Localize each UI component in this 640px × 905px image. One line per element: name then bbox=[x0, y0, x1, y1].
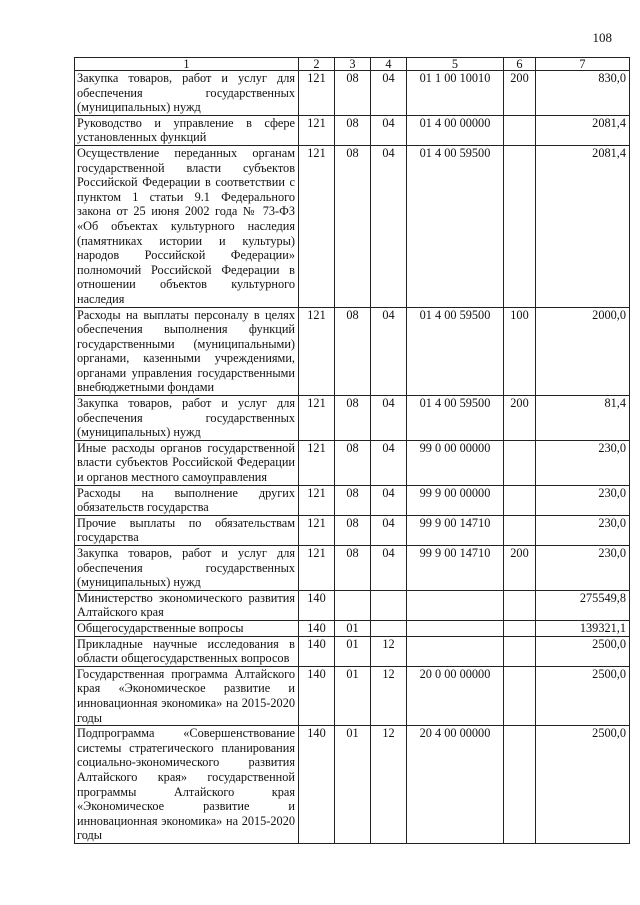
table-row bbox=[75, 515, 630, 545]
subsection-code: 04 bbox=[371, 307, 407, 396]
ministry-code: 140 bbox=[299, 636, 335, 666]
expense-type: 200 bbox=[504, 71, 536, 116]
target-code: 01 4 00 00000 bbox=[407, 115, 504, 145]
header-cell: 4 bbox=[371, 58, 407, 71]
amount: 275549,8 bbox=[536, 590, 630, 620]
expense-type bbox=[504, 440, 536, 485]
page-number: 108 bbox=[592, 30, 612, 45]
ministry-code: 121 bbox=[299, 515, 335, 545]
expense-type bbox=[504, 726, 536, 844]
amount: 2500,0 bbox=[536, 726, 630, 844]
section-code: 08 bbox=[335, 307, 371, 396]
header-row bbox=[75, 58, 630, 71]
section-code: 01 bbox=[335, 636, 371, 666]
item-name: Подпрограмма «Совершенствование системы стратегического планирования социально-экономического развития Алтайского края» государственной программы Алтайского края «Экономическое развитие и инновационная экономика» на 2015-2020 годы bbox=[75, 726, 299, 844]
amount: 230,0 bbox=[536, 440, 630, 485]
table-row bbox=[75, 71, 630, 116]
amount: 2081,4 bbox=[536, 145, 630, 307]
target-code: 99 9 00 14710 bbox=[407, 546, 504, 591]
header-cell: 6 bbox=[504, 58, 536, 71]
ministry-code: 140 bbox=[299, 620, 335, 636]
ministry-code: 121 bbox=[299, 115, 335, 145]
budget-table bbox=[74, 57, 630, 844]
target-code: 99 0 00 00000 bbox=[407, 440, 504, 485]
section-code: 08 bbox=[335, 145, 371, 307]
ministry-code: 121 bbox=[299, 546, 335, 591]
table-row bbox=[75, 590, 630, 620]
item-name: Закупка товаров, работ и услуг для обеспечения государственных (муниципальных) нужд bbox=[75, 71, 299, 116]
amount: 830,0 bbox=[536, 71, 630, 116]
section-code: 08 bbox=[335, 546, 371, 591]
subsection-code: 04 bbox=[371, 396, 407, 441]
expense-type bbox=[504, 485, 536, 515]
expense-type bbox=[504, 590, 536, 620]
table-row bbox=[75, 546, 630, 591]
amount: 139321,1 bbox=[536, 620, 630, 636]
section-code bbox=[335, 590, 371, 620]
target-code: 01 4 00 59500 bbox=[407, 307, 504, 396]
section-code: 01 bbox=[335, 666, 371, 725]
section-code: 01 bbox=[335, 726, 371, 844]
target-code bbox=[407, 590, 504, 620]
item-name: Прикладные научные исследования в области общегосударственных вопросов bbox=[75, 636, 299, 666]
amount: 2081,4 bbox=[536, 115, 630, 145]
item-name: Закупка товаров, работ и услуг для обеспечения государственных (муниципальных) нужд bbox=[75, 546, 299, 591]
target-code: 99 9 00 14710 bbox=[407, 515, 504, 545]
subsection-code: 04 bbox=[371, 71, 407, 116]
subsection-code: 12 bbox=[371, 636, 407, 666]
item-name: Государственная программа Алтайского края «Экономическое развитие и инновационная экономика» на 2015-2020 годы bbox=[75, 666, 299, 725]
amount: 230,0 bbox=[536, 546, 630, 591]
subsection-code: 12 bbox=[371, 666, 407, 725]
table-row bbox=[75, 307, 630, 396]
header-cell: 5 bbox=[407, 58, 504, 71]
subsection-code: 04 bbox=[371, 145, 407, 307]
header-cell: 1 bbox=[75, 58, 299, 71]
subsection-code bbox=[371, 590, 407, 620]
header-cell: 7 bbox=[536, 58, 630, 71]
table-row bbox=[75, 115, 630, 145]
ministry-code: 121 bbox=[299, 307, 335, 396]
item-name: Министерство экономического развития Алтайского края bbox=[75, 590, 299, 620]
table-row bbox=[75, 726, 630, 844]
expense-type bbox=[504, 145, 536, 307]
section-code: 08 bbox=[335, 396, 371, 441]
amount: 81,4 bbox=[536, 396, 630, 441]
subsection-code: 04 bbox=[371, 546, 407, 591]
expense-type: 200 bbox=[504, 546, 536, 591]
expense-type: 100 bbox=[504, 307, 536, 396]
amount: 2500,0 bbox=[536, 666, 630, 725]
amount: 230,0 bbox=[536, 485, 630, 515]
ministry-code: 140 bbox=[299, 590, 335, 620]
expense-type bbox=[504, 115, 536, 145]
expense-type bbox=[504, 515, 536, 545]
item-name: Закупка товаров, работ и услуг для обеспечения государственных (муниципальных) нужд bbox=[75, 396, 299, 441]
target-code: 99 9 00 00000 bbox=[407, 485, 504, 515]
ministry-code: 121 bbox=[299, 440, 335, 485]
ministry-code: 140 bbox=[299, 726, 335, 844]
expense-type bbox=[504, 636, 536, 666]
section-code: 08 bbox=[335, 440, 371, 485]
target-code: 01 4 00 59500 bbox=[407, 145, 504, 307]
header-cell: 2 bbox=[299, 58, 335, 71]
expense-type bbox=[504, 666, 536, 725]
header-cell: 3 bbox=[335, 58, 371, 71]
target-code: 01 1 00 10010 bbox=[407, 71, 504, 116]
ministry-code: 121 bbox=[299, 396, 335, 441]
table-row bbox=[75, 396, 630, 441]
table-row bbox=[75, 636, 630, 666]
ministry-code: 121 bbox=[299, 485, 335, 515]
subsection-code: 04 bbox=[371, 115, 407, 145]
item-name: Расходы на выполнение других обязательств государства bbox=[75, 485, 299, 515]
target-code: 01 4 00 59500 bbox=[407, 396, 504, 441]
item-name: Прочие выплаты по обязательствам государства bbox=[75, 515, 299, 545]
amount: 230,0 bbox=[536, 515, 630, 545]
table-row bbox=[75, 145, 630, 307]
expense-type: 200 bbox=[504, 396, 536, 441]
amount: 2500,0 bbox=[536, 636, 630, 666]
target-code: 20 4 00 00000 bbox=[407, 726, 504, 844]
section-code: 01 bbox=[335, 620, 371, 636]
section-code: 08 bbox=[335, 115, 371, 145]
subsection-code: 04 bbox=[371, 440, 407, 485]
table-row bbox=[75, 666, 630, 725]
subsection-code: 04 bbox=[371, 485, 407, 515]
subsection-code bbox=[371, 620, 407, 636]
item-name: Руководство и управление в сфере установленных функций bbox=[75, 115, 299, 145]
target-code bbox=[407, 636, 504, 666]
table-row bbox=[75, 440, 630, 485]
target-code bbox=[407, 620, 504, 636]
table-row bbox=[75, 620, 630, 636]
item-name: Осуществление переданных органам государственной власти субъектов Российской Федерации в соответствии с пунктом 1 статьи 9.1 Федерального закона от 25 июня 2002 года № 73-ФЗ «Об объектах культурного наследия (памятниках истории и культуры) народов Российской Федерации» полномочий Российской Федерации в отношении объектов культурного наследия bbox=[75, 145, 299, 307]
expense-type bbox=[504, 620, 536, 636]
amount: 2000,0 bbox=[536, 307, 630, 396]
item-name: Общегосударственные вопросы bbox=[75, 620, 299, 636]
table-row bbox=[75, 485, 630, 515]
subsection-code: 12 bbox=[371, 726, 407, 844]
section-code: 08 bbox=[335, 515, 371, 545]
ministry-code: 121 bbox=[299, 71, 335, 116]
section-code: 08 bbox=[335, 485, 371, 515]
item-name: Расходы на выплаты персоналу в целях обеспечения выполнения функций государственными (муниципальными) органами, казенными учреждениями, органами управления государственными внебюджетными фондами bbox=[75, 307, 299, 396]
section-code: 08 bbox=[335, 71, 371, 116]
ministry-code: 140 bbox=[299, 666, 335, 725]
target-code: 20 0 00 00000 bbox=[407, 666, 504, 725]
item-name: Иные расходы органов государственной власти субъектов Российской Федерации и органов местного самоуправления bbox=[75, 440, 299, 485]
ministry-code: 121 bbox=[299, 145, 335, 307]
subsection-code: 04 bbox=[371, 515, 407, 545]
